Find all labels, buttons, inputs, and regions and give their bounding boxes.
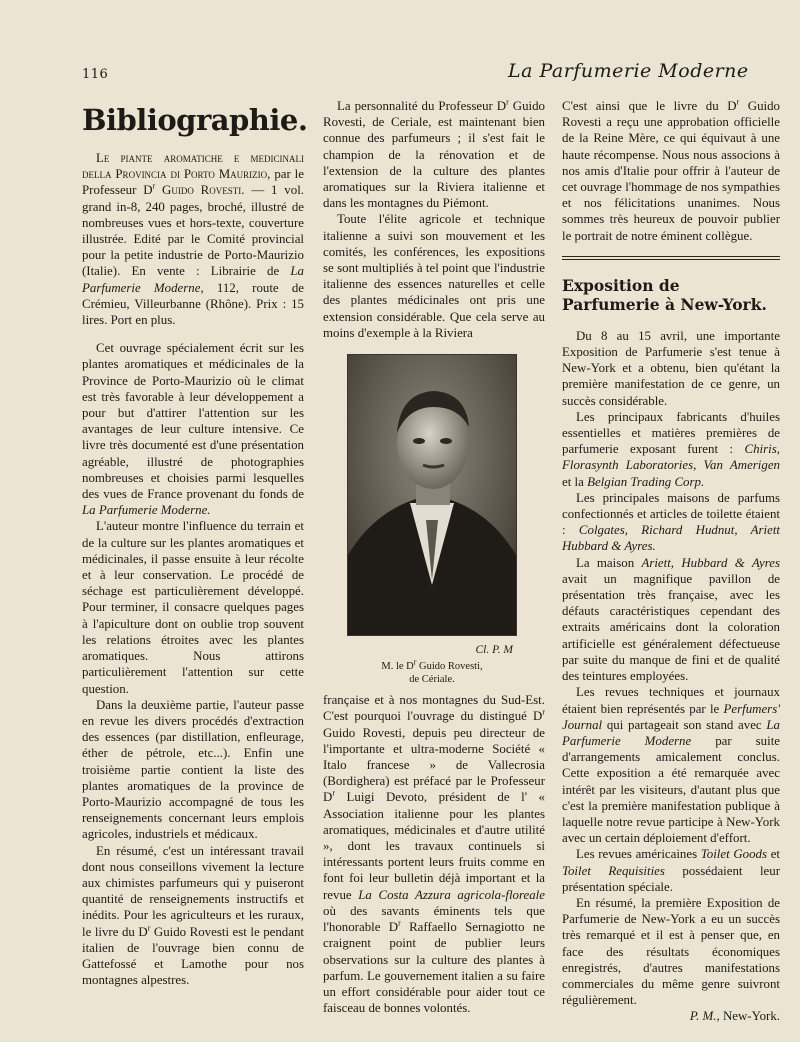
journal-title: La Parfumerie Moderne [508, 60, 749, 82]
signature-initials: P. M., [689, 1009, 720, 1024]
sup: r [398, 918, 401, 928]
book-author-prefix: par le Professeur D [82, 167, 304, 198]
book-details: — 1 vol. grand in-8, 240 pages, broché, illustré de nombreuses vues et hors-texte, couverture illustrée. Edité par le Comité provincial pour la petite industrie de Porto-Maurizio (Italie). En vente : Librairie de [82, 183, 304, 279]
photo-caption [347, 657, 517, 686]
sup: r [152, 182, 156, 192]
book-reference [82, 150, 304, 328]
book-publisher: La Parfumerie Moderne, [82, 264, 304, 295]
portrait-figure [347, 354, 517, 686]
paragraph [562, 846, 780, 895]
text: Les principaux fabricants d'huiles essentielles et matières premières de parfumerie exposant furent : [562, 409, 780, 457]
column-3 [562, 98, 780, 1025]
text: et la [562, 474, 584, 489]
text: C'est ainsi que le livre du D [562, 99, 737, 113]
column-2 [323, 98, 545, 1016]
text: Guido Rovesti est le pendant italien de l'ouvrage bien connu de Gattefossé et Lamothe pour nos montagnes alpestres. [82, 924, 305, 988]
journal-name: La Parfumerie Moderne [562, 717, 781, 748]
paragraph [323, 98, 545, 211]
book-author-name: Guido Rovesti. [162, 183, 245, 198]
sup: r [736, 97, 740, 107]
journal-name: La Parfumerie Moderne. [82, 503, 211, 518]
text: où des savants éminents tels que l'honorable D [323, 903, 545, 935]
page-number: 116 [82, 67, 109, 82]
journal-name: La Costa Azzura agricola-floreale [358, 887, 545, 902]
text: et [770, 847, 780, 862]
journal-name: Toilet Goods [700, 847, 768, 862]
text: Guido Rovesti, [419, 661, 483, 673]
company-name: Belgian Trading Corp. [587, 474, 705, 489]
paragraph: Toute l'élite agricole et technique italienne a suivi son mouvement et les comités, les conférences, les expositions se sont multipliés à tel point que l'industrie italienne des essences naturelles et celle des plantes médicinales ont pris une extension considérable. Que cela serve au moins d'exemple à la Riviera [323, 212, 545, 340]
paragraph: L'auteur montre l'influence du terrain et de la culture sur les plantes aromatiques et médicinales, il passe ensuite à leur récolte et à leur conservation. Le procédé de séchage est particulièrement développé. Pour terminer, il consacre quelques pages à l'apiculture dont on oublie trop souvent les relations étroites avec les plantes aromatiques. Nous attirons particulièrement l'attention sur cette question. [82, 519, 304, 696]
text: Guido Rovesti, depuis peu directeur de l'importante et ultra-moderne Société « Italo francese » de Vallecrosia (Bordighera) est préfacé par le Professeur D [323, 725, 545, 805]
paragraph: Dans la deuxième partie, l'auteur passe en revue les divers procédés d'extraction des essences (par distillation, enfleurage, éther de pétrole, etc...). Enfin une troisième partie contient la liste des plantes aromatiques de la province de Porto-Maurizio accompagné de tous les renseignements concernant leurs emplois agricoles, industriels et médicaux. [82, 697, 304, 842]
photo-credit: Cl. P. M [475, 644, 513, 657]
text: Les principales maisons de parfums confectionnés et articles de toilette étaient : [562, 490, 780, 538]
text: M. le D [381, 661, 414, 673]
paragraph [323, 692, 545, 1016]
signature [562, 1008, 780, 1024]
paragraph [562, 555, 780, 685]
text: Cet ouvrage spécialement écrit sur les plantes aromatiques et médicinales de la Province de Porto-Maurizio où le climat est très favorable à leur développement a pour but d'attirer l'attention sur les avantages de leur culture intensive. Ce livre très documenté est d'une présentation agréable, illustré de photographies nombreuses et choisies parmi lesquelles des vues de France provenant du fonds de [82, 341, 304, 502]
text: Guido Rovesti, de Ceriale, est maintenant bien connue des parfumeurs ; il s'est fait le champion de la rénovation et de l'extension de la culture des plantes aromatiques sur la Riviera italienne et dans les montagnes du Piémont. [323, 99, 545, 211]
company-name: Ariett, Hubbard & Ayres [641, 555, 780, 570]
journal-name: Perfumers' Journal [562, 701, 780, 732]
portrait-image [348, 355, 516, 635]
sup: r [506, 97, 509, 107]
book-title: Le piante aromatiche e medicinali della Provincia di Porto Maurizio, [82, 151, 304, 182]
text: La maison [576, 555, 635, 570]
journal-name: Toilet Requisities [562, 863, 665, 878]
company-names: Chiris, Florasynth Laboratories, Van Amerigen [562, 442, 780, 473]
text: française et à nos montagnes du Sud-Est. C'est pourquoi l'ouvrage du distingué D [323, 693, 545, 724]
paragraph: En résumé, la première Exposition de Parfumerie de New-York a eu un succès très remarqué et il est à penser que, en face des résultats économiques enregistrés, d'autres manifestations commerciales du même genre suivront régulièrement. [562, 895, 780, 1008]
text: de Cériale. [409, 674, 455, 686]
book-address: 112, route de Crémieu, Villeurbanne (Rhône). Prix : 15 lires. Port en plus. [82, 280, 304, 328]
sup: r [413, 657, 417, 667]
portrait-photo [347, 354, 517, 636]
section-divider [562, 256, 780, 260]
paragraph [562, 684, 780, 846]
text: avait un magnifique pavillon de présentation très française, avec les défauts caractéristiques cependant des extraits américains dont la coloration artificielle est généralement défectueuse par suite du manque de fini et de qualité des teintures employées. [562, 571, 780, 684]
paragraph [562, 98, 780, 244]
text: qui partageait son stand avec [606, 717, 762, 732]
section-title-bibliographie: Bibliographie. [82, 103, 308, 137]
signature-place: New-York. [722, 1009, 780, 1024]
paragraph [82, 340, 304, 518]
sup: r [147, 923, 151, 933]
text: La personnalité du Professeur D [337, 99, 507, 113]
text: possédaient leur présentation spéciale. [562, 863, 781, 894]
text: Guido Rovesti a reçu une approbation officielle de la Reine Mère, ce qui équivaut à une haute récompense. Nous nous associons à nos amis d'Italie pour offrir à l'auteur de cet ouvrage l'hommage de nos sympathies et nos félicitations unanimes. Nous sommes très heureux de pouvoir publier le portrait de notre éminent collègue. [562, 99, 780, 243]
company-names: Colgates, Richard Hudnut, Ariett Hubbard & Ayres. [562, 523, 780, 554]
text: En résumé, c'est un intéressant travail dont nous conseillons vivement la lecture aux chimistes parfumeurs qui y puiseront quantité de renseignements instructifs et inédits. Pour les agriculteurs et les ruraux, le livre du D [82, 843, 304, 939]
text: par suite d'arrangements amicalement conclus. Cette exposition a été remarquée avec intérêt par les visiteurs, d'autant plus que c'est la première manifestation publique à laquelle notre revue participe à New-York avec un certain déploiement d'effort. [562, 733, 780, 846]
text: Les revues techniques et journaux étaient bien représentés par le [562, 685, 780, 716]
paragraph: Du 8 au 15 avril, une importante Exposition de Parfumerie s'est tenue à New-York et a obtenu, bien qu'étant la première manifestation de ce genre, un succès considérable. [562, 328, 780, 408]
text: Luigi Devoto, président de l' « Association italienne pour les plantes aromatiques, médicinales et d'autre utilité », dont les travaux continuels si intéressants portent leurs fruits comme en font foi leur bulletin déjà important et la revue [323, 790, 545, 902]
paragraph [82, 843, 304, 989]
sup: r [542, 708, 545, 718]
column-1 [82, 98, 308, 988]
text: Raffaello Sernagiotto ne craignent point de publier leurs observations sur la culture des plantes à parfum. Le gouvernement italien a su faire un effort considérable pour aider tout ce faisceau de bonnes volontés. [323, 920, 545, 1016]
text: Les revues américaines [576, 847, 698, 862]
paragraph [562, 490, 780, 555]
paragraph [562, 409, 780, 490]
sup: r [332, 789, 335, 799]
section-title-exposition: Exposition de Parfumerie à New-York. [562, 275, 767, 314]
